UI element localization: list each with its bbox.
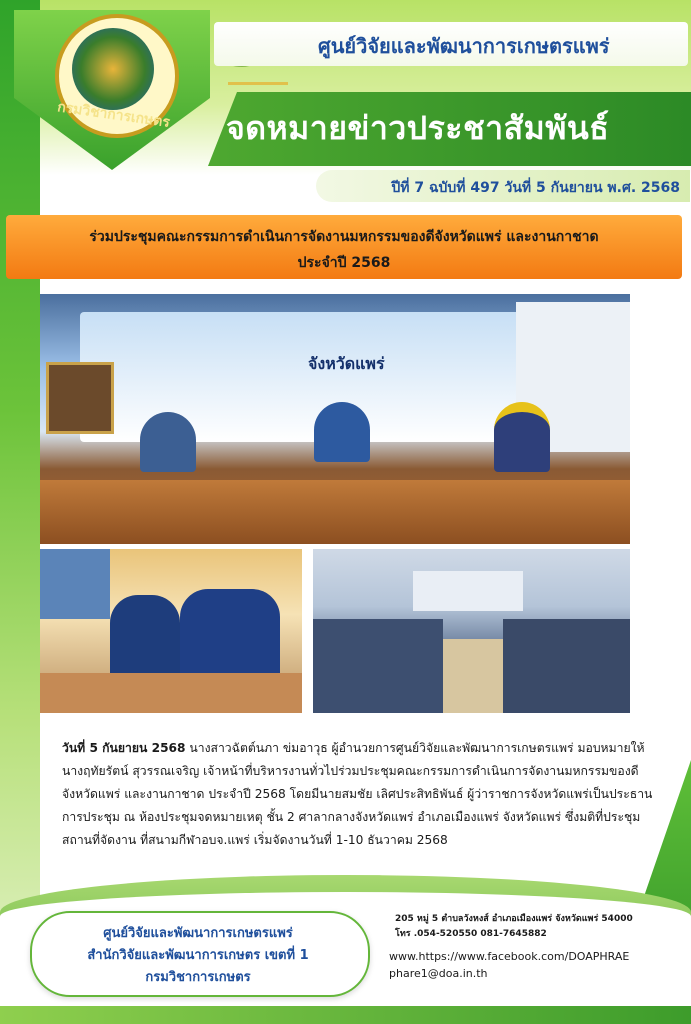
conference-table: [40, 480, 630, 544]
royal-portrait: [46, 362, 114, 434]
logo-emblem-icon: [72, 28, 154, 110]
seated-attendees: [503, 619, 630, 713]
footer-web-block: [389, 948, 649, 982]
footer-division-name: สำนักวิจัยและพัฒนาการเกษตร เขตที่ 1: [87, 948, 309, 963]
meeting-photo-room: [313, 549, 630, 713]
attendee-figure: [494, 402, 550, 472]
chairperson-figure: [314, 402, 370, 462]
headline-line-2: ประจำปี 2568: [297, 255, 391, 271]
attendee-figure: [140, 412, 196, 472]
footer-department-name: กรมวิชาการเกษตร: [145, 970, 251, 985]
footer-website-link[interactable]: www.https://www.facebook.com/DOAPHRAE: [389, 950, 630, 963]
front-screen: [413, 571, 523, 611]
issue-info: ปีที่ 7 ฉบับที่ 497 วันที่ 5 กันยายน พ.ศ. 2568: [391, 180, 680, 196]
org-name: ศูนย์วิจัยและพัฒนาการเกษตรแพร่: [318, 34, 610, 58]
aisle: [443, 639, 503, 713]
footer-org-name: ศูนย์วิจัยและพัฒนาการเกษตรแพร่: [103, 926, 293, 941]
article-date-lead: วันที่ 5 กันยายน 2568: [62, 741, 186, 755]
left-frame-stripe: [0, 0, 40, 1024]
article-body: [62, 737, 662, 852]
backdrop-banner-text: จังหวัดแพร่: [308, 354, 385, 373]
projection-screen: [40, 549, 110, 619]
headline-line-1: ร่วมประชุมคณะกรรมการดำเนินการจัดงานมหกรรมของดีจังหวัดแพร่ และงานกาชาด: [89, 229, 599, 245]
meeting-photo-attendees: [40, 549, 302, 713]
meeting-photo-main: [40, 294, 630, 544]
footer-address-block: [395, 912, 655, 942]
footer-address: 205 หมู่ 5 ตำบลวังหงส์ อำเภอเมืองแพร่ จังหวัดแพร่ 54000: [395, 914, 633, 924]
footer-bottom-strip: [0, 1006, 691, 1024]
logo-ribbon: กรมวิชาการเกษตร: [56, 99, 171, 131]
seated-attendees: [313, 619, 443, 713]
footer-phone: โทร .054-520550 081-7645882: [395, 929, 547, 939]
article-text: นางสาวฉัตต์นภา ข่มอาวุธ ผู้อำนวยการศูนย์วิจัยและพัฒนาการเกษตรแพร่ มอบหมายให้ นางฤทัยรัตน์ สุวรรณเจริญ เจ้าหน้าที่บริหารงานทั่วไปร่วมประชุมคณะกรรมการดำเนินการจัดงานมหกรรมของดีจังหวัดแพร่ และงานกาชาด ประจำปี 2568 โดยมีนายสมชัย เลิศประสิทธิพันธ์ ผู้ว่าราชการจังหวัดแพร่เป็นประธานการประชุม ณ ห้องประชุมจดหมายเหตุ ชั้น 2 ศาลากลางจังหวัดแพร่ อำเภอเมืองแพร่ จังหวัดแพร่ ซึ่งมติที่ประชุม สถานที่จัดงาน ที่สนามกีฬาอบจ.แพร่ เริ่มจัดงานวันที่ 1-10 ธันวาคม 2568: [62, 741, 653, 847]
newsletter-title: จดหมายข่าวประชาสัมพันธ์: [226, 109, 610, 147]
footer-email-link[interactable]: phare1@doa.in.th: [389, 967, 488, 980]
desk: [40, 673, 302, 713]
